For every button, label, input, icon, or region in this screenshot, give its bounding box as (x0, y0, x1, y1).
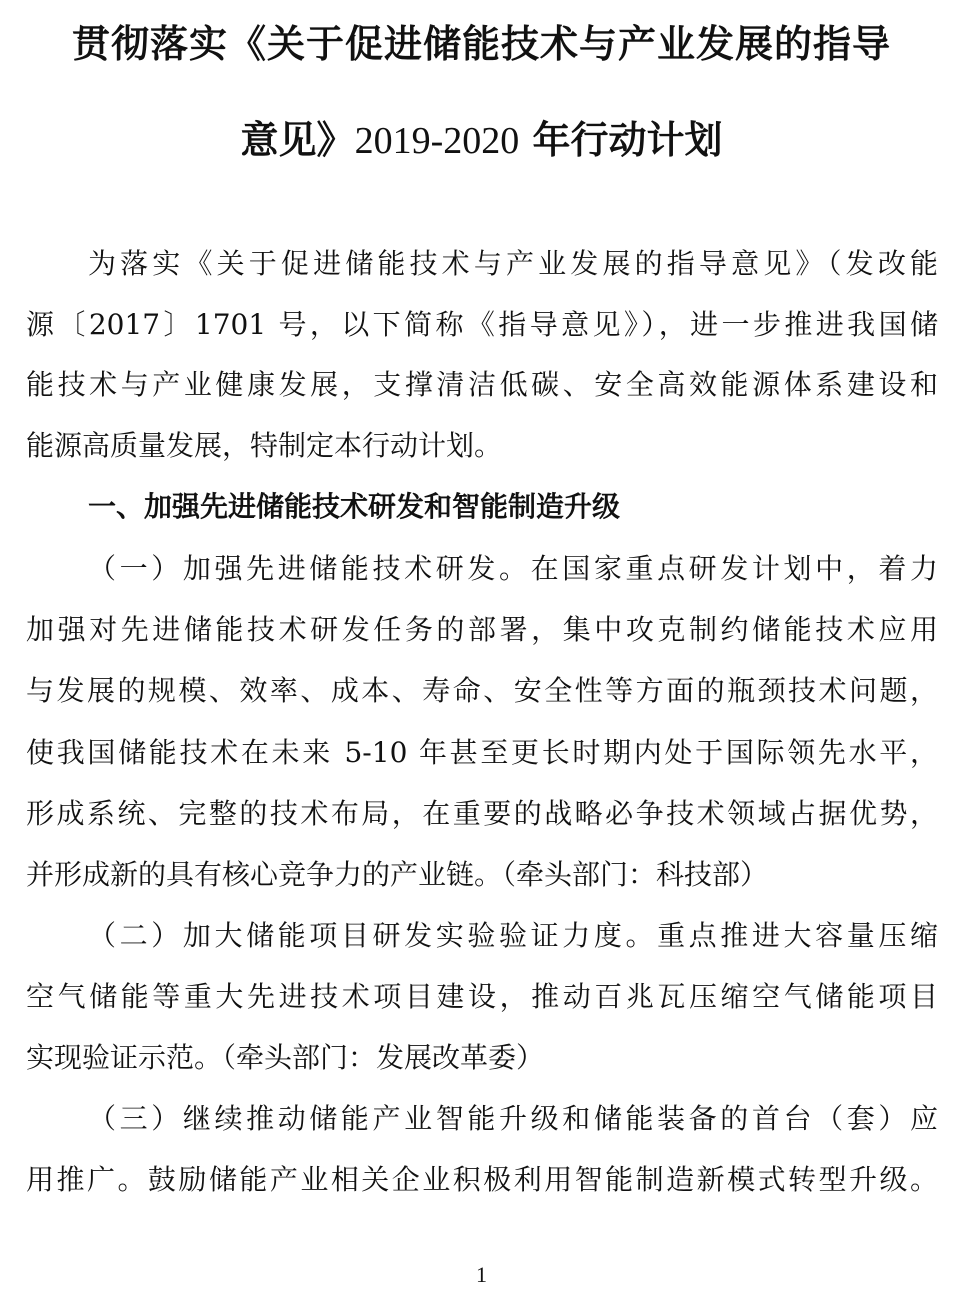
paragraph-line: 加强对先进储能技术研发任务的部署，集中攻克制约储能技术应用 (26, 613, 938, 646)
paragraph-line: 形成系统、完整的技术布局，在重要的战略必争技术领域占据优势， (26, 797, 938, 830)
page-number: 1 (476, 1262, 487, 1287)
paragraph-line: 为落实《关于促进储能技术与产业发展的指导意见》（发改能 (88, 247, 938, 280)
paragraph-line: 使我国储能技术在未来 5-10 年甚至更长时期内处于国际领先水平， (26, 736, 938, 769)
document-title-line-1: 贯彻落实《关于促进储能技术与产业发展的指导 (71, 22, 891, 66)
paragraph-line: 与发展的规模、效率、成本、寿命、安全性等方面的瓶颈技术问题， (26, 674, 938, 707)
paragraph-line: 用推广。鼓励储能产业相关企业积极利用智能制造新模式转型升级。 (26, 1163, 938, 1196)
title-prefix: 意见》 (240, 118, 355, 162)
title-suffix: 年行动计划 (519, 118, 723, 162)
paragraph-line: 能源高质量发展，特制定本行动计划。 (26, 429, 503, 462)
paragraph-line: （二）加大储能项目研发实验验证力度。重点推进大容量压缩 (88, 919, 938, 952)
section-heading: 一、加强先进储能技术研发和智能制造升级 (88, 490, 621, 523)
paragraph-line: （一）加强先进储能技术研发。在国家重点研发计划中，着力 (88, 552, 938, 585)
paragraph-line: 能技术与产业健康发展，支撑清洁低碳、安全高效能源体系建设和 (26, 368, 938, 401)
document-title-line-2 (20, 118, 943, 163)
paragraph-line: 实现验证示范。（牵头部门：发展改革委） (26, 1041, 545, 1074)
paragraph-line: 源〔2017〕1701 号，以下简称《指导意见》），进一步推进我国储 (26, 308, 938, 341)
paragraph-line: （三）继续推动储能产业智能升级和储能装备的首台（套）应 (88, 1102, 938, 1135)
paragraph-line: 空气储能等重大先进技术项目建设，推动百兆瓦压缩空气储能项目 (26, 980, 938, 1013)
title-years: 2019-2020 (354, 120, 520, 162)
paragraph-line: 并形成新的具有核心竞争力的产业链。（牵头部门：科技部） (26, 858, 769, 891)
